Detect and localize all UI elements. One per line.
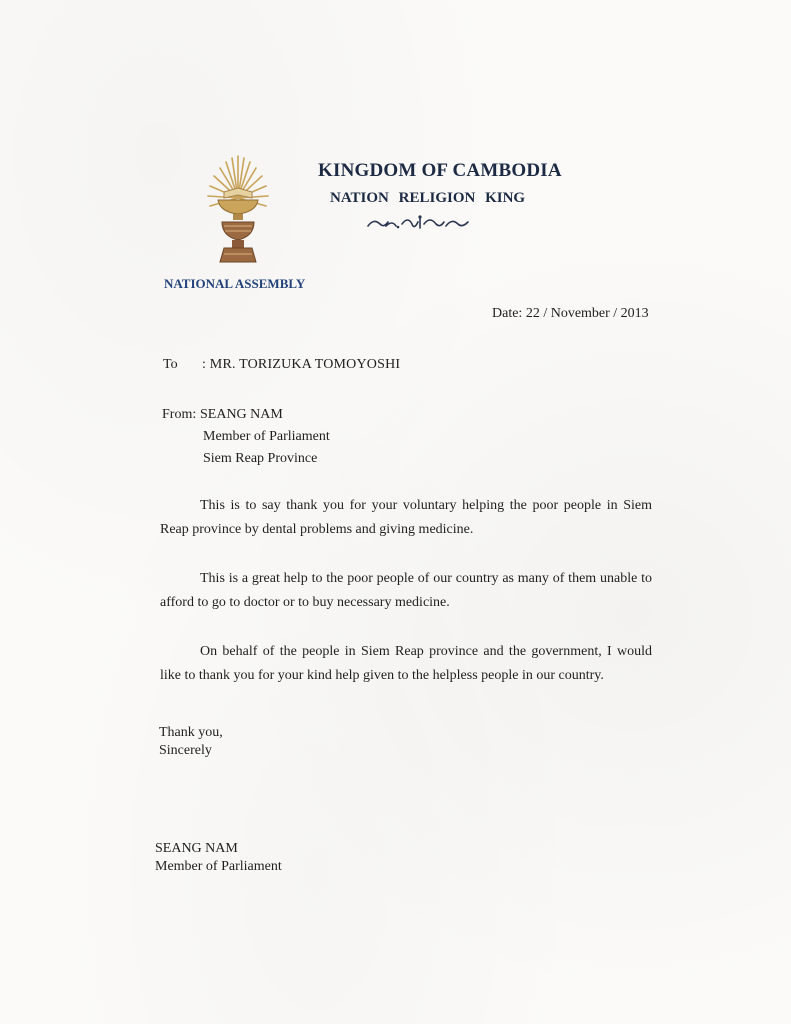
closing-thanks: Thank you, [159,725,223,740]
sender-name: SEANG NAM [200,407,283,422]
body-paragraph: This is to say thank you for your voluntary helping the poor people in Siem Reap province by dental problems and giving medicine. [160,498,652,537]
letterhead-motto: NATION RELIGION KING [330,190,526,206]
signature-name: SEANG NAM [155,841,238,856]
decorative-ornament-icon [364,214,474,232]
body-paragraph: This is a great help to the poor people of our country as many of them unable to afford to go to doctor or to buy necessary medicine. [160,571,652,610]
closing-sincerely: Sincerely [159,743,212,758]
letterhead-country: KINGDOM OF CAMBODIA [318,160,562,181]
signature-block [155,840,282,876]
sender-block [200,404,330,470]
recipient-name: : MR. TORIZUKA TOMOYOSHI [202,357,401,372]
signature-title: Member of Parliament [155,859,282,874]
national-assembly-emblem-icon [202,150,274,270]
body-paragraph: On behalf of the people in Siem Reap province and the government, I would like to thank you for your kind help given to the helpless people in our country. [160,644,652,683]
sender-label: From: [162,407,197,422]
sender-title: Member of Parliament [203,429,330,444]
closing-block [159,724,223,760]
sender-province: Siem Reap Province [203,451,318,466]
letterhead-institution: NATIONAL ASSEMBLY [164,276,306,291]
letter-date: Date: 22 / November / 2013 [492,306,649,321]
recipient-label: To [163,357,178,372]
